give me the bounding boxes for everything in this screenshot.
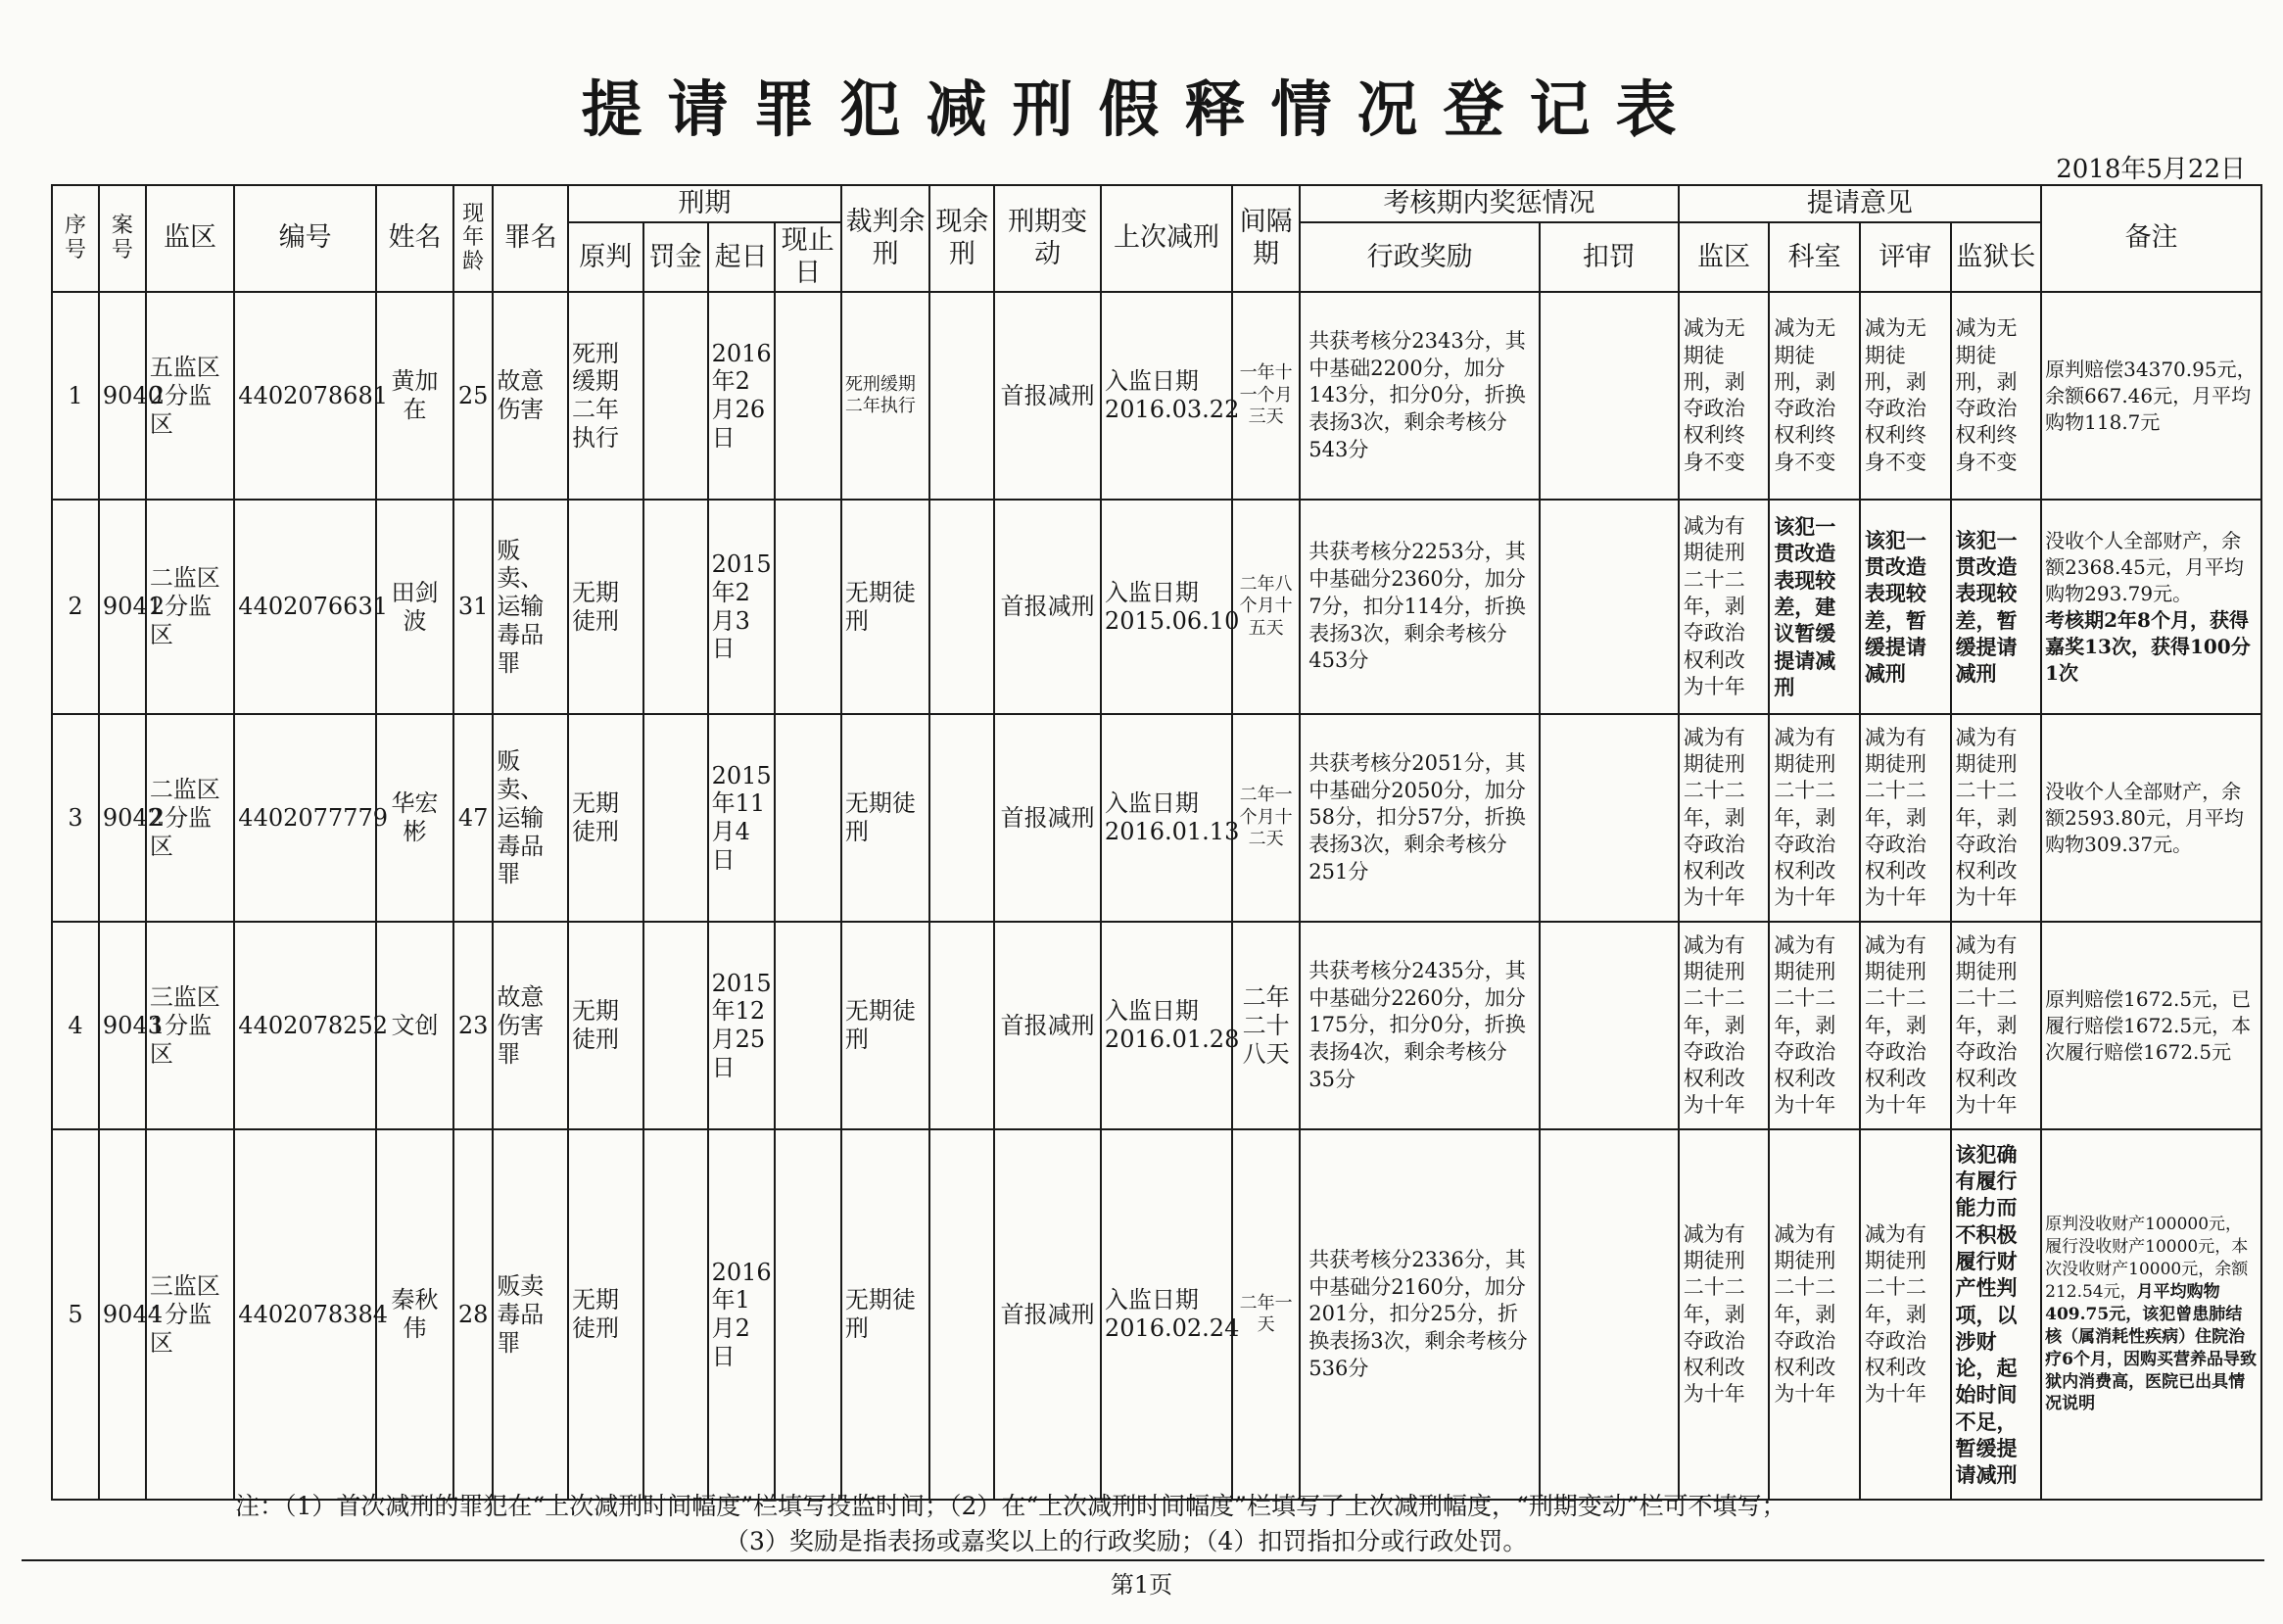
cell-number: 4402076631	[234, 500, 376, 714]
cell-case-no: 9040	[99, 292, 146, 500]
col-end-date: 现止日	[775, 222, 841, 292]
col-judged-remaining: 裁判余刑	[841, 185, 929, 292]
cell-judged-remaining: 无期徒刑	[841, 500, 929, 714]
cell-age: 28	[453, 1129, 493, 1500]
cell-judged-remaining: 无期徒刑	[841, 1129, 929, 1500]
cell-end	[775, 292, 841, 500]
cell-op-warden: 该犯一贯改造表现较差，暂缓提请减刑	[1951, 500, 2042, 714]
cell-term-change: 首报减刑	[994, 922, 1101, 1129]
col-term-change: 刑期变动	[994, 185, 1101, 292]
cell-term-change: 首报减刑	[994, 292, 1101, 500]
cell-op-area: 减为有期徒刑二十二年，剥夺政治权利改为十年	[1679, 922, 1770, 1129]
cell-reward: 共获考核分2051分，其中基础分2050分，加分58分，扣分57分，折换表扬3次，剩余考核分251分	[1300, 714, 1540, 922]
cell-area: 三监区1分监区	[146, 1129, 234, 1500]
cell-case-no: 9041	[99, 500, 146, 714]
cell-fine	[643, 292, 708, 500]
cell-seq: 1	[52, 292, 99, 500]
cell-number: 4402078681	[234, 292, 376, 500]
cell-op-section: 减为有期徒刑二十二年，剥夺政治权利改为十年	[1769, 714, 1860, 922]
cell-op-review: 减为有期徒刑二十二年，剥夺政治权利改为十年	[1860, 922, 1951, 1129]
cell-number: 4402077779	[234, 714, 376, 922]
footnote-line-1: 注：（1）首次减刑的罪犯在“上次减刑时间幅度”栏填写投监时间；（2）在“上次减刑时间幅度”栏填写了上次减刑幅度，“刑期变动”栏可不填写；	[235, 1492, 1786, 1520]
cell-last-reduction: 入监日期2015.06.10	[1101, 500, 1232, 714]
cell-number: 4402078384	[234, 1129, 376, 1500]
cell-penalty	[1540, 714, 1679, 922]
cell-name: 田剑波	[376, 500, 453, 714]
cell-op-warden: 减为有期徒刑二十二年，剥夺政治权利改为十年	[1951, 714, 2042, 922]
cell-crime: 贩卖毒品罪	[493, 1129, 568, 1500]
col-assessment: 考核期内奖惩情况	[1300, 185, 1678, 222]
cell-age: 23	[453, 922, 493, 1129]
form-date: 2018年5月22日	[2056, 155, 2246, 184]
cell-start: 2015年12月25日	[708, 922, 775, 1129]
cell-interval: 一年十一个月三天	[1232, 292, 1300, 500]
cell-start: 2015年2月3日	[708, 500, 775, 714]
cell-op-review: 减为有期徒刑二十二年，剥夺政治权利改为十年	[1860, 714, 1951, 922]
col-original: 原判	[568, 222, 643, 292]
cell-last-reduction: 入监日期2016.02.24	[1101, 1129, 1232, 1500]
cell-interval: 二年一个月十二天	[1232, 714, 1300, 922]
col-case-no: 案号	[99, 185, 146, 292]
cell-original: 无期徒刑	[568, 714, 643, 922]
cell-case-no: 9043	[99, 922, 146, 1129]
cell-original: 无期徒刑	[568, 1129, 643, 1500]
cell-remarks	[2041, 500, 2261, 714]
cell-age: 31	[453, 500, 493, 714]
cell-judged-remaining: 无期徒刑	[841, 714, 929, 922]
cell-interval: 二年一天	[1232, 1129, 1300, 1500]
cell-fine	[643, 500, 708, 714]
cell-fine	[643, 1129, 708, 1500]
cell-reward: 共获考核分2435分，其中基础分2260分，加分175分，扣分0分，折换表扬4次，剩余考核分35分	[1300, 922, 1540, 1129]
remarks-highlight: 月平均购物409.75元，该犯曾患肺结核（属消耗性疾病）住院治疗6个月，因购买营养品导致狱内消费高，医院已出具情况说明	[2045, 1281, 2257, 1414]
cell-end	[775, 1129, 841, 1500]
cell-name: 黄加在	[376, 292, 453, 500]
cell-age: 25	[453, 292, 493, 500]
cell-remarks: 没收个人全部财产，余额2593.80元，月平均购物309.37元。	[2041, 714, 2261, 922]
col-sentence: 刑期	[568, 185, 841, 222]
cell-op-warden: 减为无期徒刑，剥夺政治权利终身不变	[1951, 292, 2042, 500]
cell-reward: 共获考核分2253分，其中基础分2360分，加分7分，扣分114分，折换表扬3次，剩余考核分453分	[1300, 500, 1540, 714]
cell-current-remaining	[929, 1129, 994, 1500]
col-admin-reward: 行政奖励	[1300, 222, 1540, 292]
header-row-1	[52, 185, 2261, 222]
cell-name: 秦秋伟	[376, 1129, 453, 1500]
cell-start: 2015年11月4日	[708, 714, 775, 922]
cell-remarks: 原判赔偿1672.5元，已履行赔偿1672.5元，本次履行赔偿1672.5元	[2041, 922, 2261, 1129]
cell-end	[775, 714, 841, 922]
table-row	[52, 1129, 2261, 1500]
cell-seq: 5	[52, 1129, 99, 1500]
cell-op-review: 该犯一贯改造表现较差，暂缓提请减刑	[1860, 500, 1951, 714]
table-row	[52, 292, 2261, 500]
cell-op-section: 该犯一贯改造表现较差，建议暂缓提请减刑	[1769, 500, 1860, 714]
col-penalty: 扣罚	[1540, 222, 1679, 292]
cell-area: 二监区2分监区	[146, 714, 234, 922]
cell-name: 文创	[376, 922, 453, 1129]
col-name: 姓名	[376, 185, 453, 292]
cell-number: 4402078252	[234, 922, 376, 1129]
remarks-text: 原判没收财产100000元，履行没收财产10000元，本次没收财产10000元，余额212.54元，	[2045, 1214, 2249, 1302]
col-start-date: 起日	[708, 222, 775, 292]
col-op-area: 监区	[1679, 222, 1770, 292]
table-row	[52, 500, 2261, 714]
cell-remarks: 原判赔偿34370.95元，余额667.46元，月平均购物118.7元	[2041, 292, 2261, 500]
cell-fine	[643, 922, 708, 1129]
table-row	[52, 714, 2261, 922]
cell-current-remaining	[929, 500, 994, 714]
cell-penalty	[1540, 1129, 1679, 1500]
cell-area: 五监区2分监区	[146, 292, 234, 500]
cell-current-remaining	[929, 714, 994, 922]
cell-term-change: 首报减刑	[994, 500, 1101, 714]
cell-op-area: 减为有期徒刑二十二年，剥夺政治权利改为十年	[1679, 500, 1770, 714]
cell-op-area: 减为无期徒刑，剥夺政治权利终身不变	[1679, 292, 1770, 500]
cell-op-section: 减为无期徒刑，剥夺政治权利终身不变	[1769, 292, 1860, 500]
footnote-line-2: （3）奖励是指表扬或嘉奖以上的行政奖励；（4）扣罚指扣分或行政处罚。	[725, 1527, 1528, 1556]
cell-op-area: 减为有期徒刑二十二年，剥夺政治权利改为十年	[1679, 1129, 1770, 1500]
cell-op-section: 减为有期徒刑二十二年，剥夺政治权利改为十年	[1769, 922, 1860, 1129]
col-prison-area: 监区	[146, 185, 234, 292]
cell-crime: 故意伤害罪	[493, 922, 568, 1129]
cell-penalty	[1540, 292, 1679, 500]
col-proposal: 提请意见	[1679, 185, 2041, 222]
cell-area: 二监区2分监区	[146, 500, 234, 714]
cell-judged-remaining: 死刑缓期二年执行	[841, 292, 929, 500]
col-op-section: 科室	[1769, 222, 1860, 292]
col-remarks: 备注	[2041, 185, 2261, 292]
cell-term-change: 首报减刑	[994, 1129, 1101, 1500]
remarks-text: 没收个人全部财产，余额2368.45元，月平均购物293.79元。	[2045, 528, 2244, 605]
cell-remarks	[2041, 1129, 2261, 1500]
cell-interval: 二年八个月十五天	[1232, 500, 1300, 714]
col-age: 现年龄	[453, 185, 493, 292]
cell-area: 三监区1分监区	[146, 922, 234, 1129]
cell-original: 无期徒刑	[568, 500, 643, 714]
cell-end	[775, 500, 841, 714]
cell-penalty	[1540, 500, 1679, 714]
cell-reward: 共获考核分2336分，其中基础分2160分，加分201分，扣分25分，折换表扬3次，剩余考核分536分	[1300, 1129, 1540, 1500]
table-row	[52, 922, 2261, 1129]
cell-op-review: 减为有期徒刑二十二年，剥夺政治权利改为十年	[1860, 1129, 1951, 1500]
cell-op-warden: 减为有期徒刑二十二年，剥夺政治权利改为十年	[1951, 922, 2042, 1129]
cell-penalty	[1540, 922, 1679, 1129]
page-title: 提请罪犯减刑假释情况登记表	[581, 73, 1702, 145]
cell-judged-remaining: 无期徒刑	[841, 922, 929, 1129]
remarks-highlight: 考核期2年8个月，获得嘉奖13次，获得100分1次	[2045, 607, 2251, 685]
footer-rule	[22, 1559, 2264, 1561]
cell-reward: 共获考核分2343分，其中基础2200分，加分143分，扣分0分，折换表扬3次，剩余考核分543分	[1300, 292, 1540, 500]
col-current-remaining: 现余刑	[929, 185, 994, 292]
cell-op-section: 减为有期徒刑二十二年，剥夺政治权利改为十年	[1769, 1129, 1860, 1500]
cell-op-area: 减为有期徒刑二十二年，剥夺政治权利改为十年	[1679, 714, 1770, 922]
cell-interval: 二年二十八天	[1232, 922, 1300, 1129]
col-crime: 罪名	[493, 185, 568, 292]
cell-seq: 3	[52, 714, 99, 922]
cell-op-warden: 该犯确有履行能力而不积极履行财产性判项，以涉财论，起始时间不足，暂缓提请减刑	[1951, 1129, 2042, 1500]
cell-name: 华宏彬	[376, 714, 453, 922]
cell-age: 47	[453, 714, 493, 922]
cell-crime: 贩卖、运输毒品罪	[493, 500, 568, 714]
register-table	[51, 184, 2262, 1501]
cell-start: 2016年1月2日	[708, 1129, 775, 1500]
cell-start: 2016年2月26日	[708, 292, 775, 500]
cell-crime: 故意伤害	[493, 292, 568, 500]
cell-current-remaining	[929, 922, 994, 1129]
cell-end	[775, 922, 841, 1129]
cell-original: 无期徒刑	[568, 922, 643, 1129]
col-op-warden: 监狱长	[1951, 222, 2042, 292]
cell-case-no: 9042	[99, 714, 146, 922]
col-number: 编号	[234, 185, 376, 292]
page-number: 第1页	[1110, 1571, 1173, 1599]
col-seq: 序号	[52, 185, 99, 292]
cell-last-reduction: 入监日期2016.01.13	[1101, 714, 1232, 922]
cell-last-reduction: 入监日期2016.01.28	[1101, 922, 1232, 1129]
cell-current-remaining	[929, 292, 994, 500]
col-fine: 罚金	[643, 222, 708, 292]
footnotes	[235, 1489, 1786, 1560]
cell-fine	[643, 714, 708, 922]
cell-op-review: 减为无期徒刑，剥夺政治权利终身不变	[1860, 292, 1951, 500]
cell-original: 死刑缓期二年执行	[568, 292, 643, 500]
cell-last-reduction: 入监日期2016.03.22	[1101, 292, 1232, 500]
col-op-review: 评审	[1860, 222, 1951, 292]
cell-crime: 贩卖、运输毒品罪	[493, 714, 568, 922]
cell-seq: 2	[52, 500, 99, 714]
col-interval: 间隔期	[1232, 185, 1300, 292]
cell-seq: 4	[52, 922, 99, 1129]
cell-case-no: 9044	[99, 1129, 146, 1500]
cell-term-change: 首报减刑	[994, 714, 1101, 922]
col-last-reduction: 上次减刑	[1101, 185, 1232, 292]
